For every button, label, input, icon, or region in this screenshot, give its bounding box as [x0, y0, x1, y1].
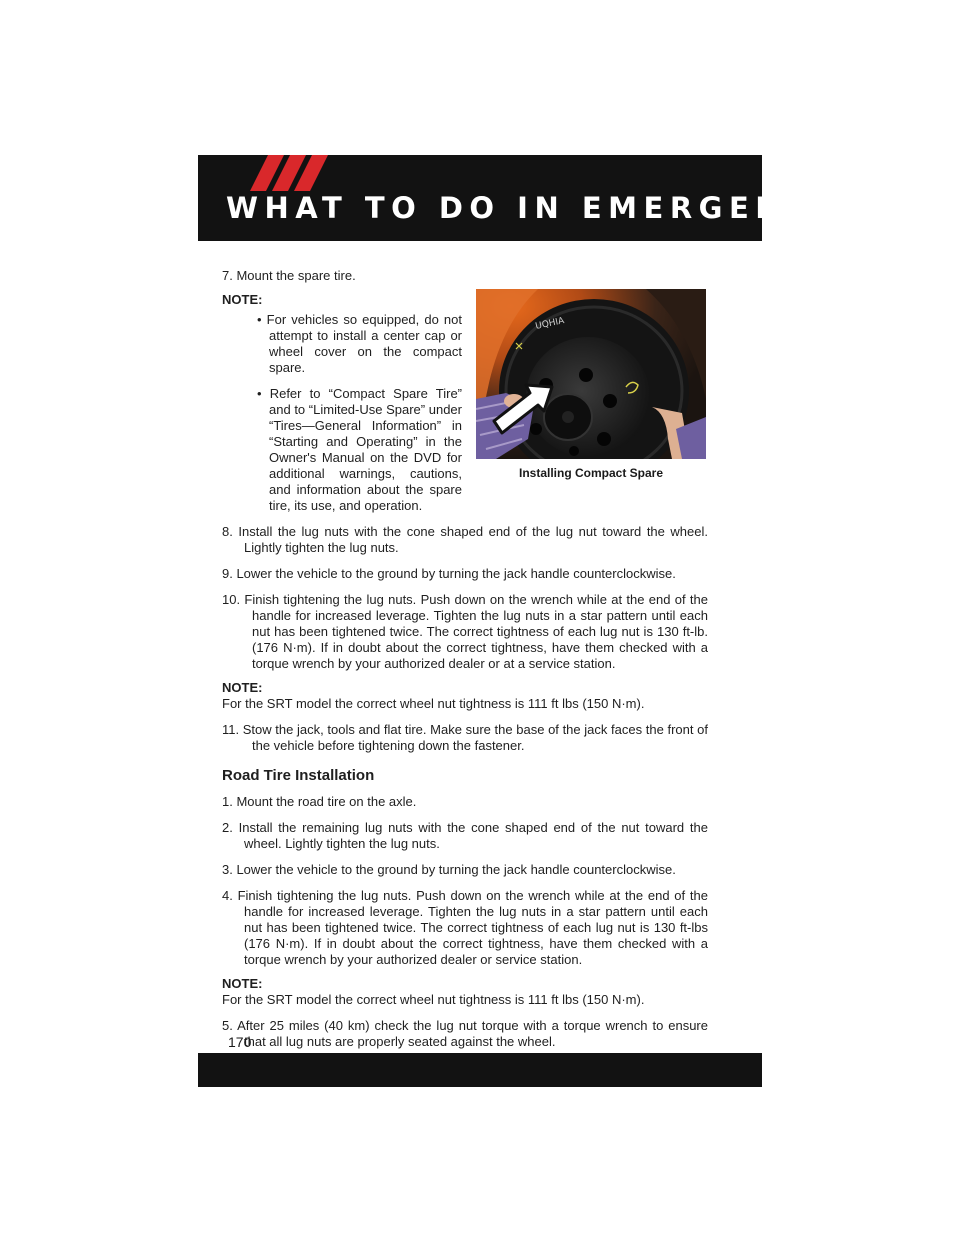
note-label: NOTE: — [222, 292, 263, 307]
road-step-1: 1. Mount the road tire on the axle. — [222, 794, 417, 809]
note-bullets — [254, 312, 462, 514]
brand-stripes-icon — [250, 155, 340, 191]
note-label: NOTE: — [222, 976, 263, 991]
figure-installing-spare — [476, 289, 706, 480]
tire-photo — [476, 289, 706, 459]
step-8: 8. Install the lug nuts with the cone shaped end of the lug nut toward the wheel. Lightly tighten the lug nuts. — [222, 524, 708, 555]
page-number: 170 — [228, 1034, 252, 1050]
road-step-3: 3. Lower the vehicle to the ground by turning the jack handle counterclockwise. — [222, 862, 676, 877]
footer-bar — [198, 1053, 762, 1087]
step-7: 7. Mount the spare tire. — [222, 268, 356, 283]
note-srt: For the SRT model the correct wheel nut tightness is 111 ft lbs (150 N·m). — [222, 992, 645, 1007]
note-bullet: • Refer to “Compact Spare Tire” and to “Limited-Use Spare” under “Tires—General Information” in “Starting and Operating” in the Owner's Manual on the DVD for additional warnings, cautions, and information about the spare tire, its use, and operation. — [257, 386, 462, 513]
note-srt: For the SRT model the correct wheel nut tightness is 111 ft lbs (150 N·m). — [222, 696, 645, 711]
section-title: WHAT TO DO IN EMERGENCIES — [226, 191, 885, 225]
header-bar — [198, 155, 885, 241]
note-label: NOTE: — [222, 680, 263, 695]
tire-lettering: UQHIA — [534, 316, 566, 332]
road-tire-heading: Road Tire Installation — [222, 767, 375, 784]
step-10: 10. Finish tightening the lug nuts. Push down on the wrench while at the end of the handle for increased leverage. Tighten the lug nuts in a star pattern until each nut has been tightened twice. The correct tightness of each lug nut is 130 ft-lb. (176 N·m). If in doubt about the correct tightness, have them checked with a torque wrench by your authorized dealer or at a service station. — [222, 592, 708, 671]
note-bullet: • For vehicles so equipped, do not attempt to install a center cap or wheel cover on the compact spare. — [257, 312, 462, 375]
road-step-5: 5. After 25 miles (40 km) check the lug nut torque with a torque wrench to ensure that all lug nuts are properly seated against the wheel. — [222, 1018, 708, 1049]
step-11: 11. Stow the jack, tools and flat tire. Make sure the base of the jack faces the front of the vehicle before tightening down the fastener. — [222, 722, 708, 753]
road-step-2: 2. Install the remaining lug nuts with the cone shaped end of the nut toward the wheel. Lightly tighten the lug nuts. — [222, 820, 708, 851]
figure-caption: Installing Compact Spare — [518, 466, 664, 480]
road-step-4: 4. Finish tightening the lug nuts. Push down on the wrench while at the end of the handle for increased leverage. Tighten the lug nuts in a star pattern until each nut has been tightened twice. The correct tightness of each lug nut is 130 ft-lbs (176 N·m). If in doubt about the correct tightness, have them checked with a torque wrench by your authorized dealer or service station. — [222, 888, 708, 967]
step-9: 9. Lower the vehicle to the ground by turning the jack handle counterclockwise. — [222, 566, 676, 581]
